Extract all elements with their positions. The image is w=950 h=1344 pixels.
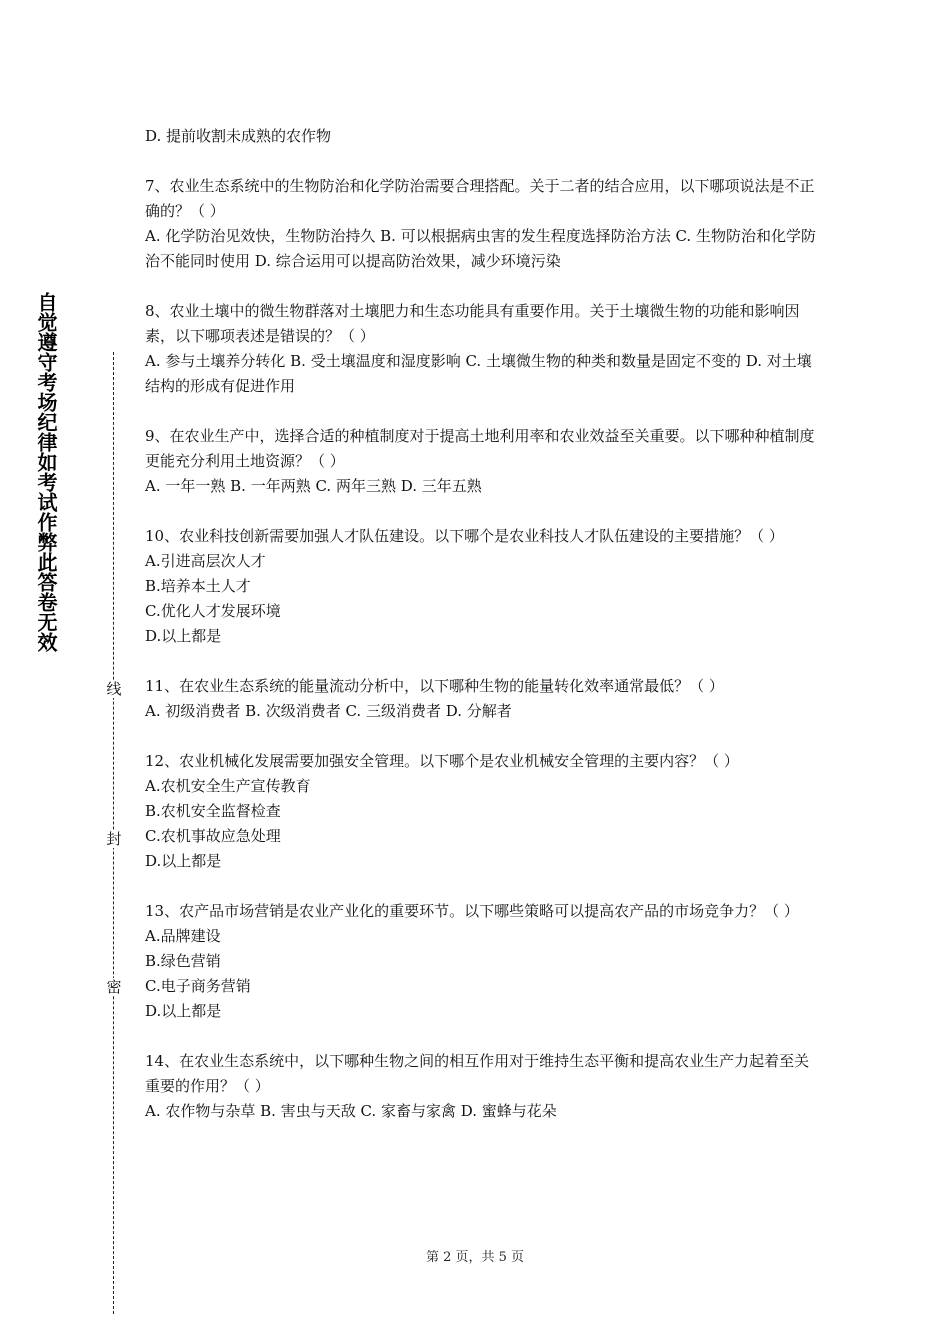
question-stem: 11、在农业生态系统的能量流动分析中，以下哪种生物的能量转化效率通常最低？（ ） [145,677,724,695]
question-stem: 14、在农业生态系统中，以下哪种生物之间的相互作用对于维持生态平衡和提高农业生产力起着至关重要的作用？（ ） [145,1052,810,1095]
seal-label-secret: 密 [106,978,122,996]
answer-options: A. 初级消费者 B. 次级消费者 C. 三级消费者 D. 分解者 [145,702,512,720]
question-block [145,299,817,399]
answer-options: A.品牌建设 [145,927,221,945]
answer-options: A.引进高层次人才 [145,552,266,570]
answer-options: B.绿色营销 [145,952,221,970]
question-stem: 13、农产品市场营销是农业产业化的重要环节。以下哪些策略可以提高农产品的市场竞争力？（ ） [145,902,799,920]
question-block [145,424,817,499]
answer-options: A. 一年一熟 B. 一年两熟 C. 两年三熟 D. 三年五熟 [145,477,482,495]
answer-options: D.以上都是 [145,852,222,870]
answer-options: A. 参与土壤养分转化 B. 受土壤温度和湿度影响 C. 土壤微生物的种类和数量是固定不变的 D. 对土壤结构的形成有促进作用 [145,352,812,395]
question-stem: 12、农业机械化发展需要加强安全管理。以下哪个是农业机械安全管理的主要内容？（ ） [145,752,739,770]
answer-options: A. 农作物与杂草 B. 害虫与天敌 C. 家畜与家禽 D. 蜜蜂与花朵 [145,1102,557,1120]
answer-options: B.农机安全监督检查 [145,802,281,820]
answer-options: D. 提前收割未成熟的农作物 [145,127,332,145]
answer-options: C.农机事故应急处理 [145,827,281,845]
answer-options: A.农机安全生产宣传教育 [145,777,311,795]
question-block [145,899,817,1024]
answer-options: C.电子商务营销 [145,977,251,995]
question-block [145,1049,817,1124]
answer-options: D.以上都是 [145,627,222,645]
question-block [145,524,817,649]
seal-label-line: 线 [106,680,122,698]
answer-options: C.优化人才发展环境 [145,602,281,620]
option-continuation [145,124,817,149]
answer-options: B.培养本土人才 [145,577,251,595]
answer-options: A. 化学防治见效快，生物防治持久 B. 可以根据病虫害的发生程度选择防治方法 C. 生物防治和化学防治不能同时使用 D. 综合运用可以提高防治效果，减少环境污染 [145,227,816,270]
question-stem: 8、农业土壤中的微生物群落对土壤肥力和生态功能具有重要作用。关于土壤微生物的功能和影响因素，以下哪项表述是错误的？（ ） [145,302,800,345]
question-block [145,749,817,874]
question-block [145,674,817,724]
question-stem: 10、农业科技创新需要加强人才队伍建设。以下哪个是农业科技人才队伍建设的主要措施？（ ） [145,527,784,545]
question-stem: 9、在农业生产中，选择合适的种植制度对于提高土地利用率和农业效益至关重要。以下哪种种植制度更能充分利用土地资源？（ ） [145,427,815,470]
seal-label-seal: 封 [106,830,122,848]
question-block [145,174,817,274]
question-list [145,124,817,1149]
page-number: 第 2 页，共 5 页 [425,1250,525,1265]
answer-options: D.以上都是 [145,1002,222,1020]
vertical-exam-notice: 自觉遵守考场纪律如考试作弊此答卷无效 [34,292,58,652]
question-stem: 7、农业生态系统中的生物防治和化学防治需要合理搭配。关于二者的结合应用，以下哪项说法是不正确的？（ ） [145,177,815,220]
